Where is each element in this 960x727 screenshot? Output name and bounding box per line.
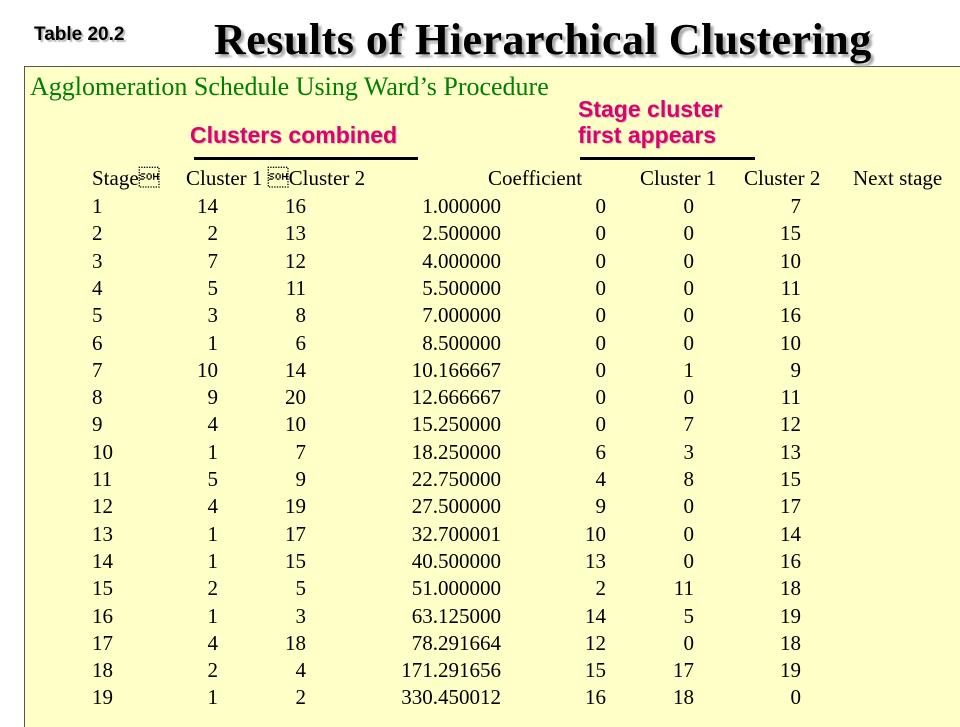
cluster1-cell: 4 (207, 494, 218, 519)
stage-cluster-underline (580, 157, 755, 160)
next-stage-cell: 16 (780, 548, 801, 573)
coefficient-cell: 5.500000 (422, 275, 501, 300)
cluster1-cell: 1 (207, 439, 218, 464)
cluster1-cell: 1 (207, 603, 218, 628)
coefficient-cell: 1.000000 (422, 194, 501, 218)
first-cluster1-cell: 0 (595, 248, 606, 273)
next-stage-cell: 19 (780, 603, 801, 628)
cluster2-cell: 18 (285, 630, 306, 655)
next-stage-cell: 13 (780, 439, 801, 464)
clusters-combined-underline (194, 157, 418, 160)
stage-cell: 16 (92, 603, 113, 628)
first-cluster2-cell: 7 (683, 412, 694, 437)
stage-cell: 13 (92, 521, 113, 546)
first-cluster1-cell: 12 (585, 630, 606, 655)
next-stage-cell: 18 (780, 630, 801, 655)
stage-cell: 1 (92, 194, 103, 218)
column-header-first-cluster-1: Cluster 1 (640, 166, 717, 190)
stage-cell: 15 (92, 576, 113, 601)
table-subtitle: Agglomeration Schedule Using Ward’s Procedure (30, 72, 549, 101)
coefficient-cell: 7.000000 (422, 303, 501, 328)
first-cluster1-cell: 0 (595, 275, 606, 300)
first-cluster2-cell: 0 (683, 494, 694, 519)
first-cluster1-cell: 0 (595, 221, 606, 246)
next-stage-cell: 16 (780, 303, 801, 328)
first-cluster2-cell: 0 (683, 521, 694, 546)
cluster1-cell: 4 (207, 412, 218, 437)
cluster2-cell: 3 (295, 603, 306, 628)
next-stage-cell: 15 (780, 467, 801, 491)
column-header-coefficient: Coefficient (488, 166, 583, 190)
cluster2-cell: 13 (285, 221, 306, 246)
stage-cluster-header-line1: Stage cluster (578, 96, 723, 122)
next-stage-cell: 12 (780, 412, 801, 437)
next-stage-cell: 15 (780, 221, 801, 246)
stage-cell: 17 (92, 630, 113, 655)
stage-cell: 11 (92, 467, 113, 491)
first-cluster2-cell: 0 (683, 194, 694, 218)
first-cluster2-cell: 0 (683, 330, 694, 355)
coefficient-cell: 10.166667 (411, 357, 501, 382)
cluster1-cell: 3 (207, 303, 218, 328)
cluster2-cell: 12 (285, 248, 306, 273)
cluster2-cell: 17 (285, 521, 306, 546)
stage-cell: 14 (92, 548, 113, 573)
first-cluster1-cell: 6 (595, 439, 606, 464)
cluster2-cell: 2 (295, 685, 306, 710)
cluster2-cell: 15 (285, 548, 306, 573)
first-cluster1-cell: 0 (595, 357, 606, 382)
first-cluster2-cell: 0 (683, 385, 694, 410)
cluster1-cell: 2 (207, 576, 218, 601)
cluster2-cell: 8 (295, 303, 306, 328)
first-cluster1-cell: 0 (595, 330, 606, 355)
first-cluster2-cell: 1 (683, 357, 694, 382)
coefficient-cell: 78.291664 (411, 630, 501, 655)
cluster2-cell: 9 (295, 467, 306, 491)
first-cluster2-cell: 0 (683, 275, 694, 300)
cluster2-cell: 10 (285, 412, 306, 437)
first-cluster1-cell: 14 (585, 603, 606, 628)
first-cluster1-cell: 13 (585, 548, 606, 573)
first-cluster1-cell: 16 (585, 685, 606, 710)
coefficient-cell: 4.000000 (422, 248, 501, 273)
stage-cell: 3 (92, 248, 103, 273)
cluster1-cell: 4 (207, 630, 218, 655)
stage-cell: 9 (92, 412, 103, 437)
next-stage-cell: 7 (790, 194, 801, 218)
cluster1-cell: 2 (207, 221, 218, 246)
table-tag: Table 20.2 (34, 24, 125, 45)
cluster1-cell: 14 (197, 194, 218, 218)
cluster1-cell: 5 (207, 275, 218, 300)
first-cluster1-cell: 0 (595, 303, 606, 328)
coefficient-cell: 18.250000 (411, 439, 501, 464)
cluster2-cell: 6 (295, 330, 306, 355)
coefficient-cell: 63.125000 (411, 603, 501, 628)
coefficient-cell: 22.750000 (411, 467, 501, 491)
stage-cell: 5 (92, 303, 103, 328)
stage-cell: 12 (92, 494, 113, 519)
cluster2-cell: 20 (285, 385, 306, 410)
first-cluster1-cell: 0 (595, 194, 606, 218)
first-cluster1-cell: 0 (595, 412, 606, 437)
column-header-stage: Stage (92, 166, 160, 190)
first-cluster2-cell: 0 (683, 248, 694, 273)
next-stage-cell: 0 (790, 685, 801, 710)
stage-cell: 18 (92, 658, 113, 683)
next-stage-cell: 10 (780, 248, 801, 273)
coefficient-cell: 12.666667 (411, 385, 501, 410)
cluster2-cell: 11 (285, 275, 306, 300)
cluster1-cell: 1 (207, 685, 218, 710)
first-cluster2-cell: 8 (683, 467, 694, 491)
first-cluster1-cell: 15 (585, 658, 606, 683)
cluster2-cell: 16 (285, 194, 306, 218)
stage-cell: 7 (92, 357, 103, 382)
first-cluster2-cell: 18 (673, 685, 694, 710)
next-stage-cell: 10 (780, 330, 801, 355)
first-cluster2-cell: 11 (673, 576, 694, 601)
cluster1-cell: 1 (207, 521, 218, 546)
next-stage-cell: 17 (780, 494, 801, 519)
coefficient-cell: 51.000000 (411, 576, 501, 601)
next-stage-cell: 9 (790, 357, 801, 382)
column-header-first-cluster-2: Cluster 2 (744, 166, 821, 190)
coefficient-cell: 2.500000 (422, 221, 501, 246)
first-cluster2-cell: 0 (683, 548, 694, 573)
coefficient-cell: 15.250000 (411, 412, 501, 437)
cluster2-cell: 5 (295, 576, 306, 601)
stage-cell: 6 (92, 330, 103, 355)
cluster1-cell: 9 (207, 385, 218, 410)
first-cluster1-cell: 10 (585, 521, 606, 546)
first-cluster1-cell: 9 (595, 494, 606, 519)
stage-cell: 2 (92, 221, 103, 246)
coefficient-cell: 171.291656 (401, 658, 501, 683)
cluster1-cell: 2 (207, 658, 218, 683)
column-header-clusters: Cluster 1 Cluster 2 (186, 166, 366, 190)
column-header-next-stage: Next stage (853, 166, 943, 190)
first-cluster1-cell: 0 (595, 385, 606, 410)
cluster1-cell: 1 (207, 330, 218, 355)
stage-cell: 19 (92, 685, 113, 710)
stage-cell: 10 (92, 439, 113, 464)
coefficient-cell: 40.500000 (411, 548, 501, 573)
coefficient-cell: 27.500000 (411, 494, 501, 519)
next-stage-cell: 18 (780, 576, 801, 601)
coefficient-cell: 330.450012 (401, 685, 501, 710)
first-cluster2-cell: 17 (673, 658, 694, 683)
clusters-combined-header: Clusters combined (190, 122, 398, 148)
next-stage-cell: 11 (780, 385, 801, 410)
stage-cell: 4 (92, 275, 103, 300)
page-title: Results of Hierarchical Clustering (214, 15, 872, 64)
cluster2-cell: 7 (295, 439, 306, 464)
first-cluster1-cell: 2 (595, 576, 606, 601)
first-cluster2-cell: 3 (683, 439, 694, 464)
coefficient-cell: 32.700001 (411, 521, 501, 546)
stage-cell: 8 (92, 385, 103, 410)
cluster1-cell: 7 (207, 248, 218, 273)
first-cluster1-cell: 4 (595, 467, 606, 491)
cluster2-cell: 19 (285, 494, 306, 519)
cluster1-cell: 5 (207, 467, 218, 491)
cluster1-cell: 10 (197, 357, 218, 382)
coefficient-cell: 8.500000 (422, 330, 501, 355)
next-stage-cell: 11 (780, 275, 801, 300)
first-cluster2-cell: 5 (683, 603, 694, 628)
cluster2-cell: 14 (285, 357, 306, 382)
cluster1-cell: 1 (207, 548, 218, 573)
first-cluster2-cell: 0 (683, 303, 694, 328)
cluster2-cell: 4 (295, 658, 306, 683)
stage-cluster-header-line2: first appears (578, 122, 717, 148)
next-stage-cell: 19 (780, 658, 801, 683)
next-stage-cell: 14 (780, 521, 801, 546)
first-cluster2-cell: 0 (683, 221, 694, 246)
first-cluster2-cell: 0 (683, 630, 694, 655)
